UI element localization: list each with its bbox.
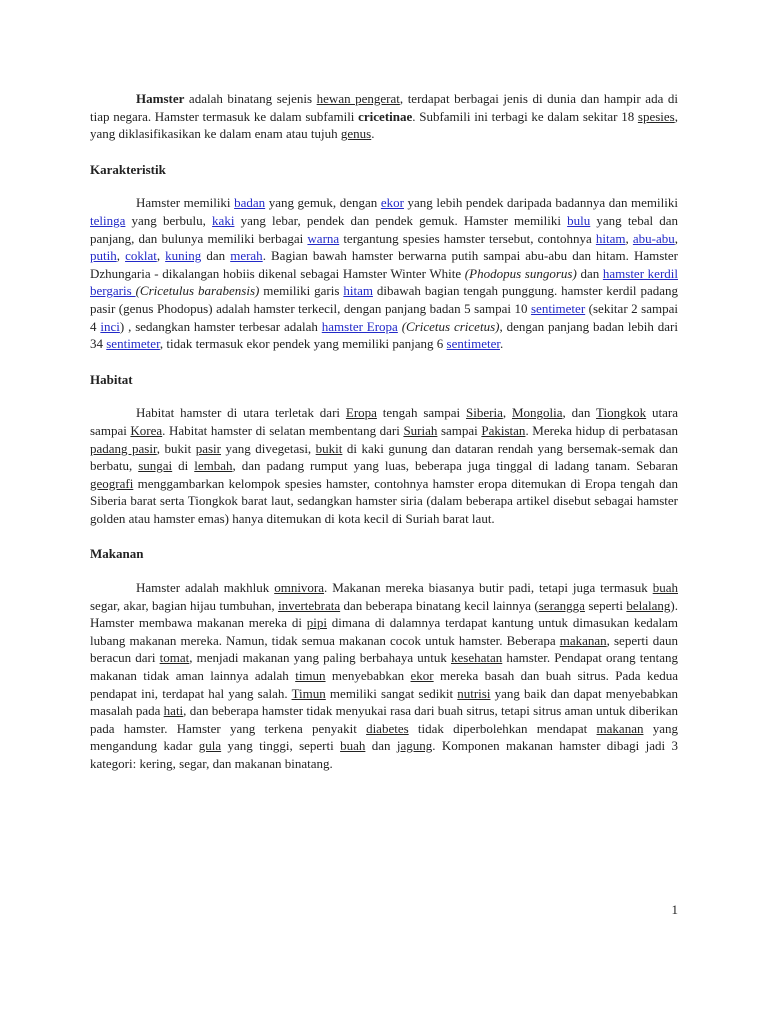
link-pasir[interactable]: pasir (195, 440, 221, 456)
page-number: 1 (671, 902, 678, 917)
link-pipi[interactable]: pipi (306, 615, 327, 631)
link-bulu[interactable]: bulu (567, 212, 591, 228)
link-timun-2[interactable]: Timun (291, 685, 326, 701)
link-putih[interactable]: putih (90, 248, 117, 264)
link-kuning[interactable]: kuning (165, 248, 202, 264)
link-buah-2[interactable]: buah (340, 738, 366, 754)
karakteristik-paragraph: Hamster memiliki badan yang gemuk, dengan ekor yang lebih pendek daripada badannya dan memiliki telinga yang berbulu, kaki yang lebar, pendek dan pendek gemuk. Hamster memiliki bulu yang tebal dan panjang, dan bulunya memiliki berbagai warna tergantung spesies hamster tersebut, contohnya hitam, abu-abu, putih, coklat, kuning dan merah. Bagian bawah hamster berwarna putih sampai abu-abu dan hitam. Hamster Dzhungaria - dikalangan hobiis dikenal sebagai Hamster Winter White (Phodopus sungorus) dan hamster kerdil bergaris (Cricetulus barabensis) memiliki garis hitam dibawah bagian tengah punggung. hamster kerdil padang pasir (genus Phodopus) adalah hamster terkecil, dengan panjang badan 5 sampai 10 sentimeter (sekitar 2 sampai 4 inci) , sedangkan hamster terbesar adalah hamster Eropa (Cricetus cricetus), dengan panjang badan lebih dari 34 sentimeter, tidak termasuk ekor pendek yang memiliki panjang 6 sentimeter. (90, 195, 679, 352)
link-sungai[interactable]: sungai (138, 458, 173, 474)
link-ekor-2[interactable]: ekor (410, 668, 434, 684)
link-invertebrata[interactable]: invertebrata (278, 597, 341, 613)
link-buah[interactable]: buah (652, 580, 678, 596)
link-mongolia[interactable]: Mongolia (511, 405, 563, 421)
link-genus[interactable]: genus (340, 126, 372, 142)
link-hati[interactable]: hati (163, 703, 184, 719)
link-merah[interactable]: merah (230, 248, 263, 264)
heading-karakteristik: Karakteristik (90, 161, 166, 177)
species-cricetus-cricetus: (Cricetus cricetus) (401, 318, 500, 334)
link-hitam-2[interactable]: hitam (343, 283, 373, 299)
link-badan[interactable]: badan (234, 195, 266, 211)
link-pakistan[interactable]: Pakistan (481, 422, 526, 438)
link-tiongkok[interactable]: Tiongkok (596, 405, 647, 421)
link-jagung[interactable]: jagung (396, 738, 433, 754)
link-belalang[interactable]: belalang (626, 597, 671, 613)
link-inci[interactable]: inci (100, 318, 120, 334)
intro-paragraph: Hamster adalah binatang sejenis hewan pengerat, terdapat berbagai jenis di dunia dan hampir ada di tiap negara. Hamster termasuk ke dalam subfamili cricetinae. Subfamili ini terbagi ke dalam sekitar 18 spesies, yang diklasifikasikan ke dalam enam atau tujuh genus. (90, 91, 678, 142)
link-warna[interactable]: warna (307, 230, 340, 246)
link-timun[interactable]: timun (295, 668, 326, 684)
link-padang-pasir[interactable]: padang pasir (90, 440, 157, 456)
makanan-paragraph: Hamster adalah makhluk omnivora. Makanan mereka biasanya butir padi, tetapi juga termasuk buah segar, akar, bagian hijau tumbuhan, invertebrata dan beberapa binatang kecil lainnya (serangga seperti belalang). Hamster membawa makanan mereka di pipi dimana di dalamnya terdapat kantung untuk dimasukan kedalam lubang makanan mereka. Namun, tidak semua makanan cocok untuk hamster. Beberapa makanan, seperti daun beracun dari tomat, menjadi makanan yang paling berbahaya untuk kesehatan hamster. Pendapat orang tentang makanan tidak aman lainnya adalah timun menyebabkan ekor mereka basah dan buah sitrus. Pada kedua pendapat ini, terdapat hal yang salah. Timun memiliki sangat sedikit nutrisi yang baik dan dapat menyebabkan masalah pada hati, dan beberapa hamster tidak menyukai rasa dari buah sitrus, tetapi sitrus aman untuk diberikan pada hamster. Hamster yang terkena penyakit diabetes tidak diperbolehkan mendapat makanan yang mengandung kadar gula yang tinggi, seperti buah dan jagung. Komponen makanan hamster dibagi jadi 3 kategori: kering, segar, dan makanan binatang. (90, 580, 679, 771)
link-siberia[interactable]: Siberia (466, 405, 503, 421)
link-telinga[interactable]: telinga (90, 212, 126, 228)
link-hitam[interactable]: hitam (595, 230, 626, 246)
link-tomat[interactable]: tomat (159, 650, 190, 666)
heading-habitat: Habitat (90, 371, 133, 387)
link-coklat[interactable]: coklat (125, 248, 157, 264)
link-geografi[interactable]: geografi (90, 475, 134, 491)
link-lembah[interactable]: lembah (194, 458, 233, 474)
link-serangga[interactable]: serangga (538, 597, 585, 613)
link-korea[interactable]: Korea (130, 422, 163, 438)
link-nutrisi[interactable]: nutrisi (457, 685, 491, 701)
link-hewan-pengerat[interactable]: hewan pengerat (316, 91, 400, 106)
link-makanan-2[interactable]: makanan (596, 720, 644, 736)
link-makanan[interactable]: makanan (559, 632, 607, 648)
link-sentimeter-2[interactable]: sentimeter (106, 336, 160, 352)
heading-makanan: Makanan (90, 546, 144, 562)
link-sentimeter-3[interactable]: sentimeter (446, 336, 500, 352)
term-cricetinae: cricetinae (358, 108, 413, 124)
link-hamster-kerdil-bergaris[interactable]: hamster kerdil bergaris (90, 265, 678, 299)
term-hamster: Hamster (136, 91, 185, 106)
link-hamster-eropa[interactable]: hamster Eropa (321, 318, 398, 334)
link-kaki[interactable]: kaki (212, 212, 235, 228)
link-spesies[interactable]: spesies (637, 108, 675, 124)
link-sentimeter[interactable]: sentimeter (531, 300, 586, 316)
link-abu-abu[interactable]: abu-abu (632, 230, 675, 246)
link-diabetes[interactable]: diabetes (366, 720, 409, 736)
link-gula[interactable]: gula (198, 738, 222, 754)
link-suriah[interactable]: Suriah (403, 422, 438, 438)
species-cricetulus-barabensis: (Cricetulus barabensis) (135, 283, 260, 299)
link-eropa[interactable]: Eropa (345, 405, 377, 421)
link-ekor[interactable]: ekor (380, 195, 404, 211)
habitat-paragraph: Habitat hamster di utara terletak dari Eropa tengah sampai Siberia, Mongolia, dan Tiongkok utara sampai Korea. Habitat hamster di selatan membentang dari Suriah sampai Pakistan. Mereka hidup di perbatasan padang pasir, bukit pasir yang divegetasi, bukit di kaki gunung dan dataran rendah yang bersemak-semak dan berbatu, sungai di lembah, dan padang rumput yang luas, beberapa juga tinggal di ladang tanam. Sebaran geografi menggambarkan kelompok spesies hamster, contohnya hamster eropa ditemukan di Eropa tengah dan Siberia barat serta Tiongkok barat laut, sedangkan hamster siria (dalam beberapa artikel disebut sebagai hamster golden atau hamster emas) hanya ditemukan di kota kecil di Suriah barat laut. (90, 405, 679, 526)
link-omnivora[interactable]: omnivora (274, 580, 325, 596)
link-kesehatan[interactable]: kesehatan (451, 650, 503, 666)
link-bukit[interactable]: bukit (315, 440, 343, 456)
species-phodopus-sungorus: (Phodopus sungorus) (464, 265, 577, 281)
